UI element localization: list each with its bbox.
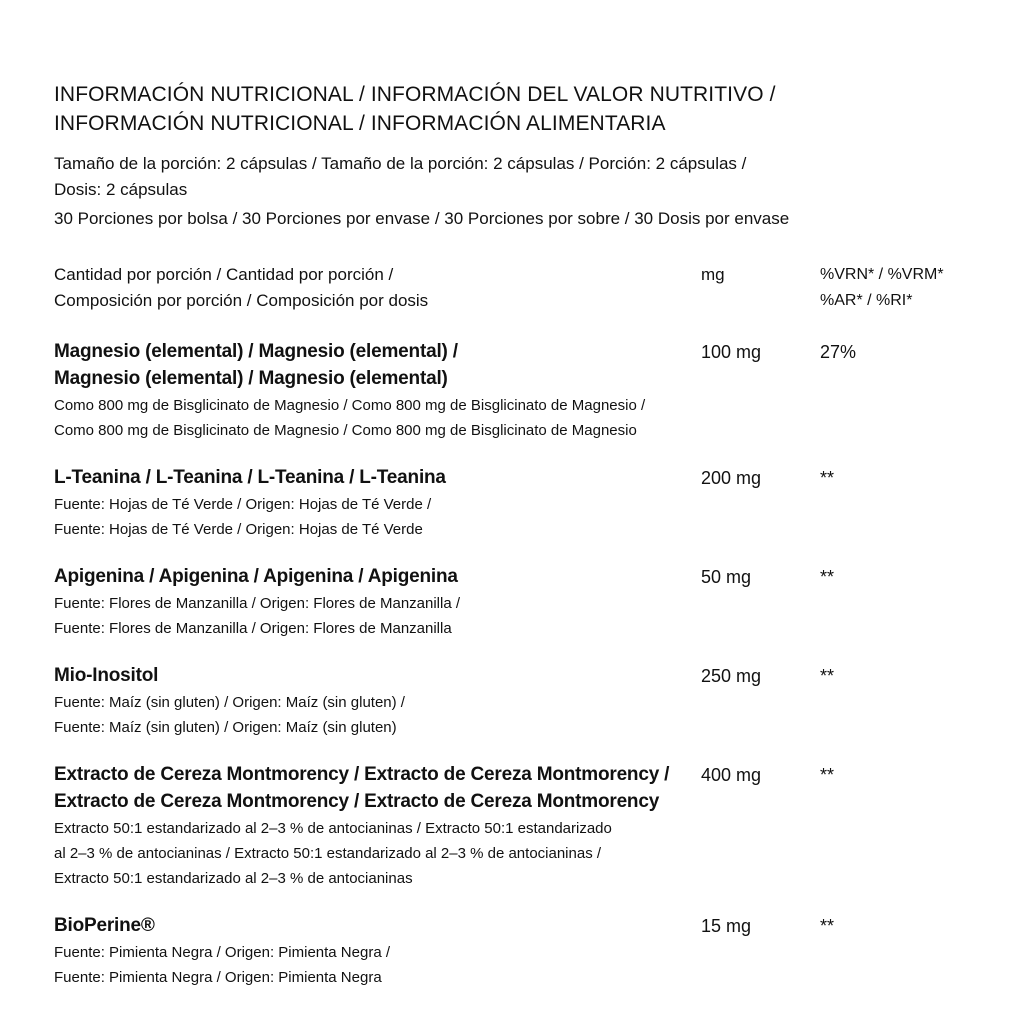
nutrient-info: [54, 912, 674, 990]
source-line: Como 800 mg de Bisglicinato de Magnesio / Como 800 mg de Bisglicinato de Magnesio: [54, 422, 637, 439]
nutrient-source: [54, 393, 674, 443]
nutrient-percent: **: [820, 765, 835, 785]
title-line: INFORMACIÓN NUTRICIONAL / INFORMACIÓN ALIMENTARIA: [54, 112, 666, 135]
nutrient-amount: 100 mg: [701, 342, 762, 362]
nutrient-info: [54, 338, 674, 443]
serving-line: Tamaño de la porción: 2 cápsulas / Tamaño de la porción: 2 cápsulas / Porción: 2 cápsulas /: [54, 154, 747, 173]
source-line: Fuente: Hojas de Té Verde / Origen: Hojas de Té Verde: [54, 521, 423, 538]
nutrient-info: [54, 563, 674, 641]
nutrient-row: [54, 464, 974, 542]
nutrient-row: [54, 563, 974, 641]
source-line: Fuente: Flores de Manzanilla / Origen: Flores de Manzanilla: [54, 620, 452, 637]
nutrient-name: L-Teanina / L-Teanina / L-Teanina / L-Teanina: [54, 467, 446, 488]
amount-per-serving-header: [54, 262, 674, 314]
title-line: INFORMACIÓN NUTRICIONAL / INFORMACIÓN DEL VALOR NUTRITIVO /: [54, 83, 776, 106]
nutrient-row: [54, 662, 974, 740]
nutrient-percent: **: [820, 468, 835, 488]
percent-header: [820, 262, 970, 314]
serving-line: Dosis: 2 cápsulas: [54, 180, 188, 199]
nutrient-percent: 27%: [820, 342, 857, 362]
nutrient-info: [54, 761, 674, 891]
nutrient-name: Mio-Inositol: [54, 665, 159, 686]
nutrient-name: BioPerine®: [54, 915, 155, 936]
nutrient-amount: 250 mg: [701, 666, 762, 686]
nutrient-row: [54, 338, 974, 443]
source-line: al 2–3 % de antocianinas / Extracto 50:1 estandarizado al 2–3 % de antocianinas /: [54, 845, 602, 862]
nutrient-percent: **: [820, 567, 835, 587]
header-line: Cantidad por porción / Cantidad por porción /: [54, 265, 394, 284]
header-line: Composición por porción / Composición por dosis: [54, 291, 429, 310]
nutrient-source: [54, 591, 674, 641]
nutrient-name: Extracto de Cereza Montmorency / Extracto de Cereza Montmorency: [54, 791, 660, 812]
nutrient-amount: 200 mg: [701, 468, 762, 488]
nutrient-name: Extracto de Cereza Montmorency / Extracto de Cereza Montmorency /: [54, 764, 670, 785]
panel-title: [54, 80, 854, 138]
source-line: Como 800 mg de Bisglicinato de Magnesio / Como 800 mg de Bisglicinato de Magnesio /: [54, 397, 646, 414]
header-line: %VRN* / %VRM*: [820, 266, 944, 283]
nutrient-source: [54, 492, 674, 542]
unit-header: mg: [701, 265, 725, 284]
nutrient-amount: 15 mg: [701, 916, 752, 936]
table-header: [54, 262, 974, 314]
source-line: Fuente: Maíz (sin gluten) / Origen: Maíz (sin gluten) /: [54, 694, 405, 711]
source-line: Fuente: Pimienta Negra / Origen: Pimienta Negra: [54, 969, 382, 986]
source-line: Fuente: Flores de Manzanilla / Origen: Flores de Manzanilla /: [54, 595, 461, 612]
nutrient-info: [54, 662, 674, 740]
nutrient-name: Magnesio (elemental) / Magnesio (elemental): [54, 368, 448, 389]
servings-per-container: 30 Porciones por bolsa / 30 Porciones por envase / 30 Porciones por sobre / 30 Dosis por envase: [54, 209, 790, 228]
nutrient-name: Apigenina / Apigenina / Apigenina / Apigenina: [54, 566, 458, 587]
nutrient-info: [54, 464, 674, 542]
nutrient-source: [54, 940, 674, 990]
source-line: Fuente: Pimienta Negra / Origen: Pimienta Negra /: [54, 944, 390, 961]
nutrient-percent: **: [820, 666, 835, 686]
nutrition-facts-panel: [54, 80, 974, 990]
source-line: Fuente: Maíz (sin gluten) / Origen: Maíz (sin gluten): [54, 719, 397, 736]
source-line: Extracto 50:1 estandarizado al 2–3 % de antocianinas: [54, 870, 413, 887]
nutrient-list: [54, 338, 974, 990]
header-line: %AR* / %RI*: [820, 292, 913, 309]
source-line: Fuente: Hojas de Té Verde / Origen: Hojas de Té Verde /: [54, 496, 432, 513]
nutrient-row: [54, 912, 974, 990]
serving-size: [54, 151, 854, 203]
nutrient-source: [54, 690, 674, 740]
nutrient-amount: 400 mg: [701, 765, 762, 785]
nutrient-amount: 50 mg: [701, 567, 752, 587]
source-line: Extracto 50:1 estandarizado al 2–3 % de antocianinas / Extracto 50:1 estandarizado: [54, 820, 612, 837]
nutrient-name: Magnesio (elemental) / Magnesio (elemental) /: [54, 341, 458, 362]
nutrient-source: [54, 816, 674, 891]
nutrient-row: [54, 761, 974, 891]
nutrient-percent: **: [820, 916, 835, 936]
